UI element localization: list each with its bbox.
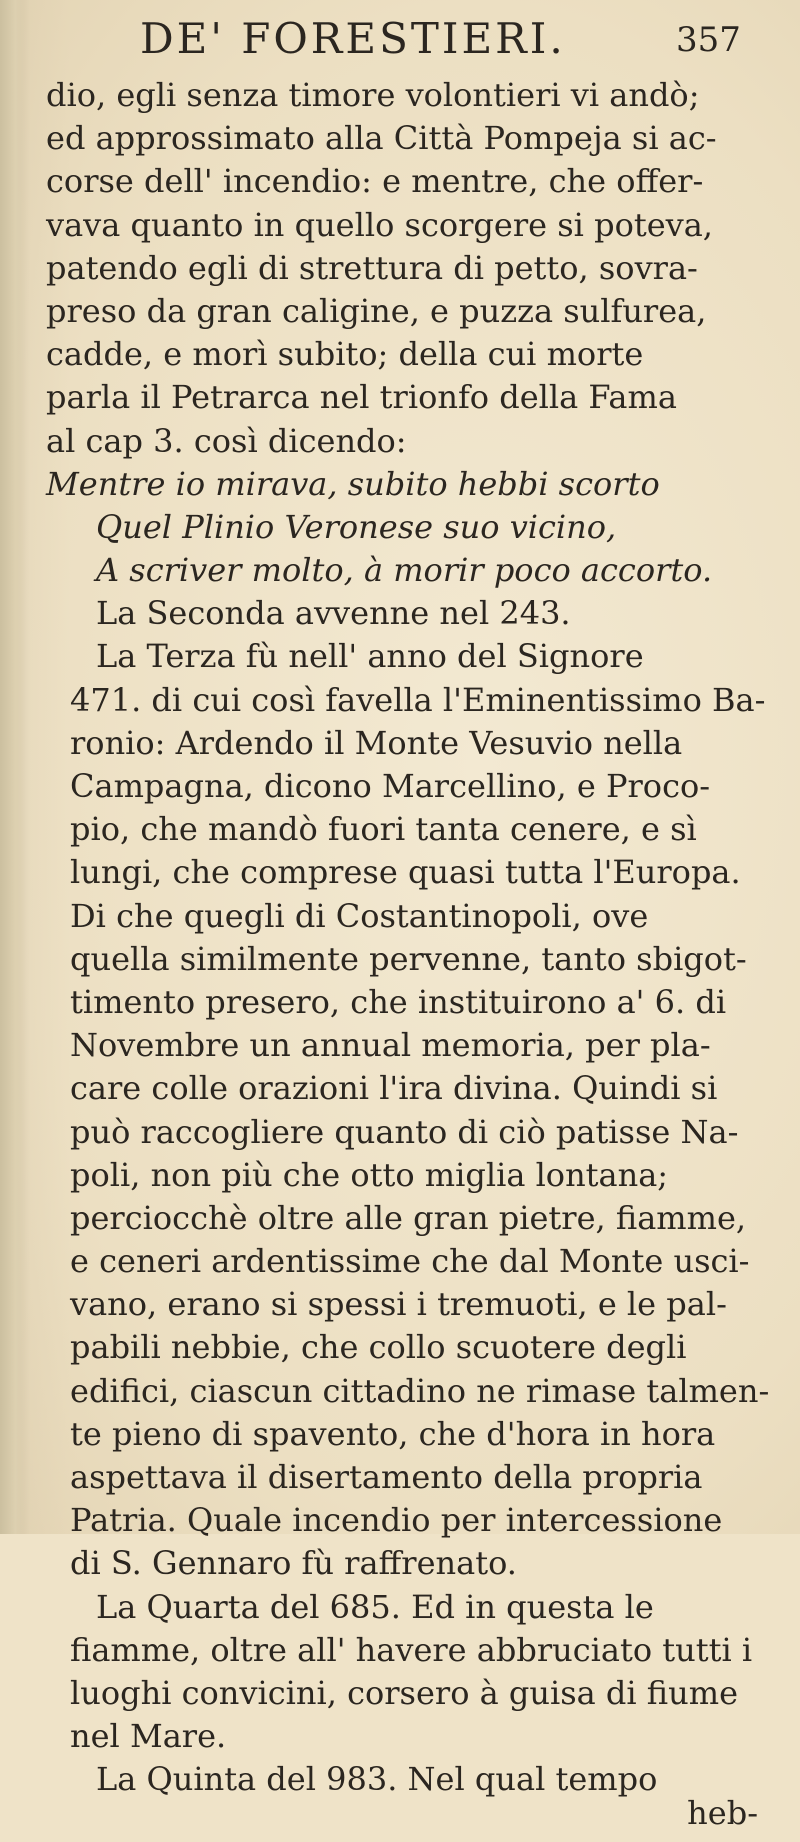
text-line: aspettava il disertamento della propria — [70, 1458, 703, 1496]
verse-line: Mentre io mirava, subito hebbi scorto — [46, 464, 660, 503]
text-line: care colle orazioni l'ira divina. Quindi si — [70, 1069, 718, 1108]
text-line: ronio: Ardendo il Monte Vesuvio nella — [70, 723, 683, 762]
text-line: timento presero, che instituirono a' 6. di — [70, 982, 727, 1021]
text-line: di S. Gennaro fù raffrenato. — [70, 1544, 517, 1583]
text-line: e ceneri ardentissime che dal Monte usci- — [70, 1242, 750, 1281]
text-line: edifici, ciascun cittadino ne rimase talmen- — [70, 1371, 770, 1410]
running-title: DE' FORESTIERI. — [140, 14, 566, 63]
text-line: al cap 3. così dicendo: — [46, 421, 407, 460]
text-line: fiamme, oltre all' havere abbruciato tutti i — [70, 1630, 753, 1669]
text-line: parla il Petrarca nel trionfo della Fama — [46, 378, 677, 417]
page-number: 357 — [676, 20, 741, 60]
text-line: perciocchè oltre alle gran pietre, fiamme, — [70, 1198, 747, 1237]
text-line: quella similmente pervenne, tanto sbigot- — [70, 939, 747, 978]
text-line: Novembre un annual memoria, per pla- — [70, 1026, 711, 1065]
text-line: pabili nebbie, che collo scuotere degli — [70, 1328, 687, 1367]
text-line: poli, non più che otto miglia lontana; — [70, 1155, 669, 1194]
text-line: può raccogliere quanto di ciò patisse Na- — [70, 1112, 739, 1151]
text-line: ed approssimato alla Città Pompeja si ac- — [46, 119, 717, 158]
text-line: preso da gran caligine, e puzza sulfurea, — [46, 291, 707, 330]
text-line: vano, erano si spessi i tremuoti, e le pal- — [70, 1285, 727, 1324]
catchword-row — [40, 1793, 780, 1842]
text-line: 471. di cui così favella l'Eminentissimo Ba- — [70, 680, 766, 719]
verse-line: Quel Plinio Veronese suo vicino, — [96, 507, 617, 546]
text-line: Campagna, dicono Marcellino, e Proco- — [70, 767, 711, 805]
page-header — [0, 14, 800, 74]
text-line — [40, 1758, 780, 1801]
text-line: patendo egli di strettura di petto, sovra- — [46, 248, 698, 287]
text-line: La Quarta del 685. Ed in questa le — [96, 1587, 654, 1626]
text-line: pio, che mandò fuori tanta cenere, e sì — [70, 810, 697, 849]
text-line: lungi, che comprese quasi tutta l'Europa. — [70, 853, 741, 892]
page-gutter-shadow — [0, 0, 26, 1534]
text-line: vava quanto in quello scorgere si poteva, — [46, 205, 713, 244]
text-line: Patria. Quale incendio per intercessione — [70, 1501, 723, 1540]
text-line: te pieno di spavento, che d'hora in hora — [70, 1414, 716, 1453]
text-line: corse dell' incendio: e mentre, che offer- — [46, 162, 704, 201]
text-line: La Terza fù nell' anno del Signore — [96, 637, 644, 676]
text-line: nel Mare. — [70, 1717, 227, 1756]
text-line: luoghi convicini, corsero à guisa di fiume — [70, 1673, 739, 1712]
text-line: dio, egli senza timore volontieri vi andò; — [46, 76, 700, 114]
catchword: heb- — [687, 1793, 758, 1832]
last-line-text: La Quinta del 983. Nel qual tempo — [96, 1760, 658, 1799]
body-text — [40, 74, 780, 1842]
text-line: cadde, e morì subito; della cui morte — [46, 335, 644, 374]
text-line: Di che quegli di Costantinopoli, ove — [70, 896, 649, 935]
verse-line: A scriver molto, à morir poco accorto. — [96, 551, 713, 590]
text-line: La Seconda avvenne nel 243. — [96, 594, 571, 633]
